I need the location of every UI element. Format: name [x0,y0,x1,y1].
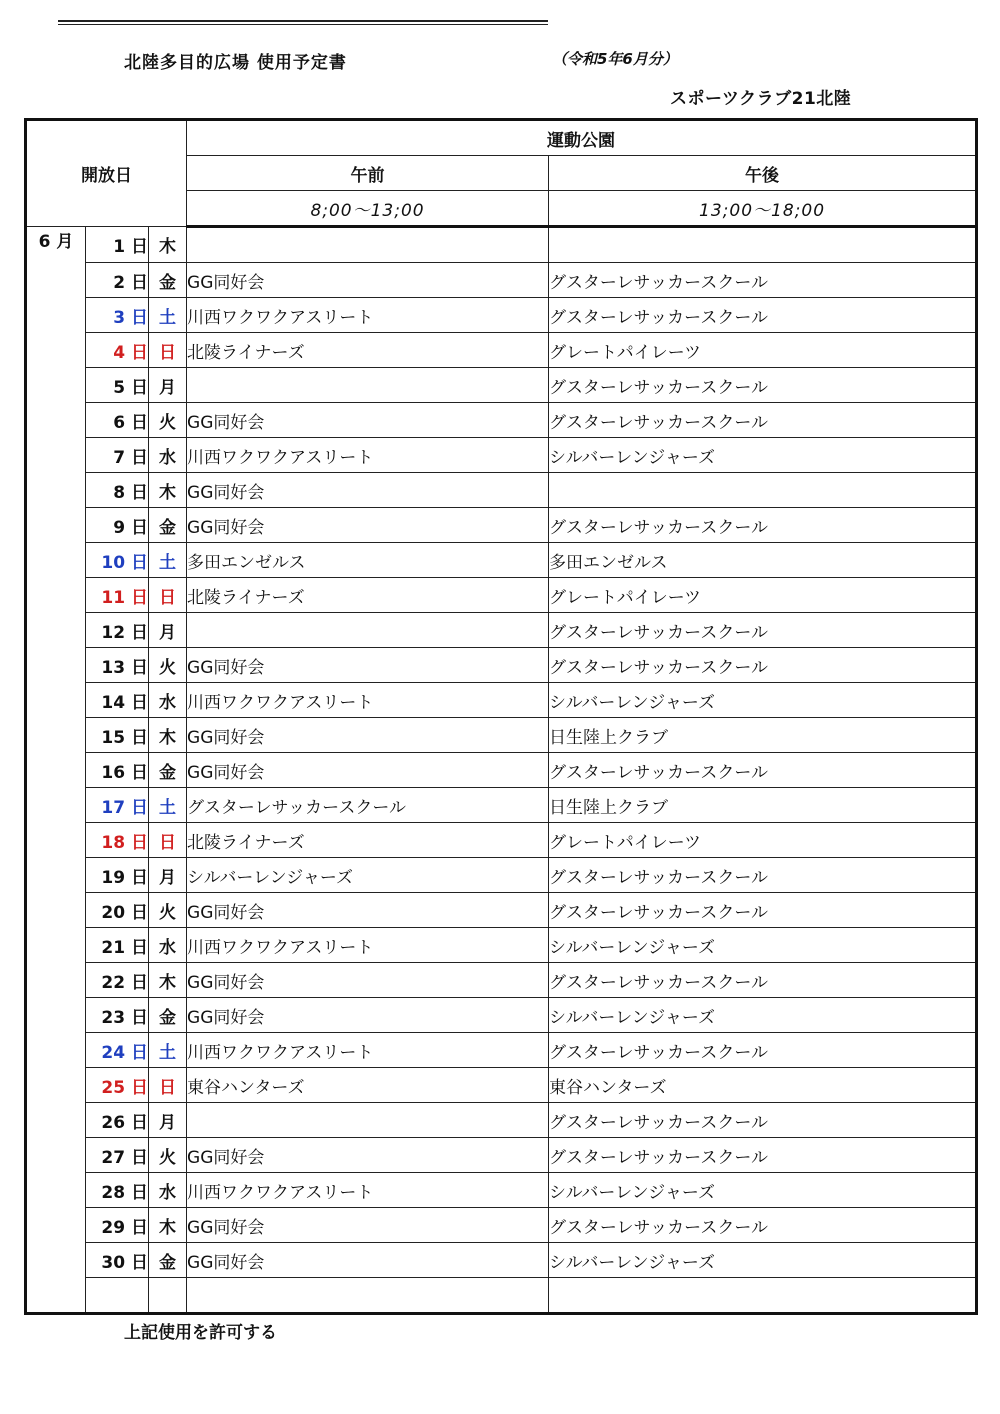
day-cell: 27 日 [86,1138,149,1173]
day-cell: 28 日 [86,1173,149,1208]
pm-user-cell: グスターレサッカースクール [549,893,977,928]
table-row [26,508,977,543]
organization-name: スポーツクラブ21北陸 [670,89,852,109]
am-user-cell: 多田エンゼルス [187,543,549,578]
weekday-cell: 土 [149,1033,187,1068]
pm-user-cell: 日生陸上クラブ [549,718,977,753]
table-row [26,998,977,1033]
pm-user-cell: 東谷ハンターズ [549,1068,977,1103]
pm-user-cell: グスターレサッカースクール [549,368,977,403]
top-rule [58,20,548,25]
weekday-cell: 金 [149,753,187,788]
day-cell [86,1278,149,1314]
pm-user-cell: シルバーレンジャーズ [549,438,977,473]
pm-user-cell: グスターレサッカースクール [549,1208,977,1243]
table-row [26,823,977,858]
day-cell: 18 日 [86,823,149,858]
am-user-cell: GG同好会 [187,508,549,543]
pm-user-cell: グスターレサッカースクール [549,613,977,648]
am-user-cell: 北陵ライナーズ [187,333,549,368]
day-cell: 4 日 [86,333,149,368]
pm-user-cell: シルバーレンジャーズ [549,998,977,1033]
table-row [26,648,977,683]
am-user-cell: GG同好会 [187,1243,549,1278]
pm-time-header: 13;00～18;00 [549,191,977,227]
day-cell: 19 日 [86,858,149,893]
am-user-cell: 川西ワクワクアスリート [187,1173,549,1208]
table-row [26,227,977,263]
weekday-cell: 土 [149,788,187,823]
weekday-cell: 金 [149,508,187,543]
am-user-cell: GG同好会 [187,263,549,298]
pm-header: 午後 [549,156,977,191]
open-day-header: 開放日 [26,120,187,227]
pm-user-cell: グレートパイレーツ [549,823,977,858]
weekday-cell: 木 [149,963,187,998]
weekday-cell: 金 [149,998,187,1033]
weekday-cell: 日 [149,1068,187,1103]
day-cell: 1 日 [86,227,149,263]
day-cell: 5 日 [86,368,149,403]
pm-user-cell: グスターレサッカースクール [549,753,977,788]
weekday-cell: 木 [149,227,187,263]
weekday-cell: 月 [149,368,187,403]
schedule-table [24,118,978,1315]
day-cell: 17 日 [86,788,149,823]
table-row [26,1138,977,1173]
am-user-cell [187,368,549,403]
pm-user-cell: シルバーレンジャーズ [549,1243,977,1278]
day-cell: 2 日 [86,263,149,298]
pm-user-cell: 多田エンゼルス [549,543,977,578]
table-row [26,263,977,298]
day-cell: 14 日 [86,683,149,718]
day-cell: 29 日 [86,1208,149,1243]
am-user-cell: 川西ワクワクアスリート [187,683,549,718]
am-user-cell: GG同好会 [187,1138,549,1173]
am-user-cell: 川西ワクワクアスリート [187,1033,549,1068]
pm-user-cell: グスターレサッカースクール [549,298,977,333]
am-user-cell: GG同好会 [187,963,549,998]
am-user-cell: GG同好会 [187,1208,549,1243]
weekday-cell: 土 [149,298,187,333]
table-row [26,1208,977,1243]
am-time-header: 8;00～13;00 [187,191,549,227]
table-row [26,1243,977,1278]
table-row [26,403,977,438]
facility-header: 運動公園 [187,120,977,156]
am-user-cell: GG同好会 [187,473,549,508]
am-user-cell [187,1103,549,1138]
month-cell: 6 月 [26,227,86,1314]
weekday-cell: 水 [149,438,187,473]
weekday-cell: 金 [149,263,187,298]
day-cell: 3 日 [86,298,149,333]
am-user-cell: GG同好会 [187,753,549,788]
pm-user-cell: グレートパイレーツ [549,333,977,368]
table-row [26,473,977,508]
am-user-cell: GG同好会 [187,648,549,683]
table-row [26,1103,977,1138]
weekday-cell [149,1278,187,1314]
table-row [26,893,977,928]
am-user-cell [187,1278,549,1314]
day-cell: 24 日 [86,1033,149,1068]
table-row [26,1278,977,1314]
weekday-cell: 木 [149,718,187,753]
table-row [26,298,977,333]
pm-user-cell: グレートパイレーツ [549,578,977,613]
pm-user-cell: 日生陸上クラブ [549,788,977,823]
pm-user-cell: グスターレサッカースクール [549,508,977,543]
document-title: 北陸多目的広場 使用予定書 [124,53,347,73]
pm-user-cell [549,227,977,263]
day-cell: 26 日 [86,1103,149,1138]
am-user-cell: シルバーレンジャーズ [187,858,549,893]
am-user-cell: GG同好会 [187,998,549,1033]
table-row [26,613,977,648]
table-row [26,963,977,998]
table-row [26,368,977,403]
table-row [26,1173,977,1208]
day-cell: 7 日 [86,438,149,473]
day-cell: 15 日 [86,718,149,753]
weekday-cell: 土 [149,543,187,578]
am-user-cell: GG同好会 [187,893,549,928]
weekday-cell: 水 [149,1173,187,1208]
am-header: 午前 [187,156,549,191]
pm-user-cell: グスターレサッカースクール [549,858,977,893]
table-row [26,858,977,893]
weekday-cell: 火 [149,403,187,438]
day-cell: 13 日 [86,648,149,683]
am-user-cell: GG同好会 [187,718,549,753]
weekday-cell: 水 [149,928,187,963]
table-row [26,578,977,613]
table-row [26,543,977,578]
day-cell: 20 日 [86,893,149,928]
weekday-cell: 火 [149,893,187,928]
am-user-cell: 北陵ライナーズ [187,578,549,613]
day-cell: 25 日 [86,1068,149,1103]
day-cell: 12 日 [86,613,149,648]
am-user-cell: グスターレサッカースクール [187,788,549,823]
table-row [26,438,977,473]
weekday-cell: 木 [149,473,187,508]
weekday-cell: 火 [149,1138,187,1173]
pm-user-cell: グスターレサッカースクール [549,403,977,438]
am-user-cell: 川西ワクワクアスリート [187,928,549,963]
weekday-cell: 日 [149,333,187,368]
period-label: （令和5年6月分） [552,50,678,68]
day-cell: 10 日 [86,543,149,578]
weekday-cell: 日 [149,823,187,858]
day-cell: 30 日 [86,1243,149,1278]
table-row [26,683,977,718]
pm-user-cell [549,473,977,508]
weekday-cell: 金 [149,1243,187,1278]
pm-user-cell: シルバーレンジャーズ [549,1173,977,1208]
day-cell: 16 日 [86,753,149,788]
pm-user-cell: グスターレサッカースクール [549,648,977,683]
day-cell: 11 日 [86,578,149,613]
weekday-cell: 月 [149,1103,187,1138]
day-cell: 23 日 [86,998,149,1033]
am-user-cell [187,613,549,648]
table-row [26,718,977,753]
day-cell: 21 日 [86,928,149,963]
day-cell: 8 日 [86,473,149,508]
pm-user-cell: シルバーレンジャーズ [549,928,977,963]
pm-user-cell: グスターレサッカースクール [549,263,977,298]
weekday-cell: 月 [149,613,187,648]
pm-user-cell: グスターレサッカースクール [549,1103,977,1138]
am-user-cell: GG同好会 [187,403,549,438]
weekday-cell: 月 [149,858,187,893]
pm-user-cell: グスターレサッカースクール [549,1138,977,1173]
weekday-cell: 火 [149,648,187,683]
day-cell: 6 日 [86,403,149,438]
am-user-cell: 川西ワクワクアスリート [187,438,549,473]
pm-user-cell: グスターレサッカースクール [549,1033,977,1068]
table-row [26,753,977,788]
table-row [26,1033,977,1068]
pm-user-cell: シルバーレンジャーズ [549,683,977,718]
weekday-cell: 日 [149,578,187,613]
table-row [26,333,977,368]
am-user-cell: 北陵ライナーズ [187,823,549,858]
day-cell: 22 日 [86,963,149,998]
am-user-cell: 川西ワクワクアスリート [187,298,549,333]
table-row [26,928,977,963]
pm-user-cell [549,1278,977,1314]
approval-note: 上記使用を許可する [124,1323,277,1343]
day-cell: 9 日 [86,508,149,543]
weekday-cell: 水 [149,683,187,718]
pm-user-cell: グスターレサッカースクール [549,963,977,998]
weekday-cell: 木 [149,1208,187,1243]
am-user-cell: 東谷ハンターズ [187,1068,549,1103]
am-user-cell [187,227,549,263]
table-row [26,1068,977,1103]
table-row [26,788,977,823]
